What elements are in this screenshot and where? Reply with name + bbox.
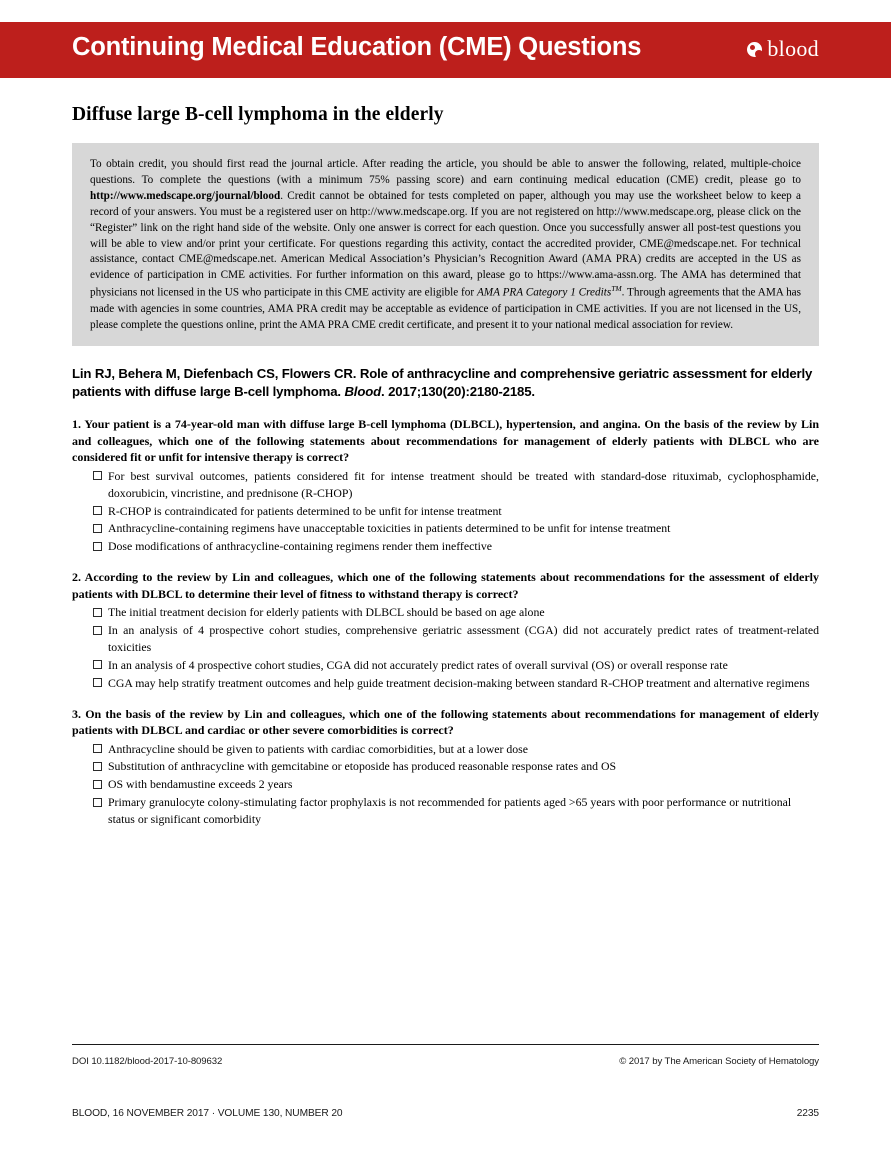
question-block-2: [72, 569, 819, 691]
instructions-text-part2: . Credit cannot be obtained for tests completed on paper, although you may use the worksheet below to keep a record of your answers. You must be a registered user on http://www.medscape.org. If you are not registered on http://www.medscape.org, please click on the “Register” link on the right hand side of the website. Only one answer is correct for each question. Once you successfully answer all post-test questions you will be able to view and/or print your certificate. For questions regarding this activity, contact the accredited provider, CME@medscape.net. For technical assistance, contact CME@medscape.net. American Medical Association’s Physician’s Recognition Award (AMA PRA) credits are accepted in the US as evidence of participation in CME activities. For further information on this award, please go to https://www.ama-assn.org. The AMA has determined that physicians not licensed in the US who participate in this CME activity are eligible for: [90, 189, 801, 299]
option-label: Primary granulocyte colony-stimulating factor prophylaxis is not recommended for patients aged >65 years with poor performance or nutritional status or significant comorbidity: [108, 795, 792, 827]
option-item[interactable]: [72, 741, 819, 758]
citation-authors-title: Lin RJ, Behera M, Diefenbach CS, Flowers CR. Role of anthracycline and comprehensive geriatric assessment for elderly patients with diffuse large B-cell lymphoma.: [72, 365, 813, 400]
citation-journal-name: Blood: [344, 384, 382, 400]
option-label: R-CHOP is contraindicated for patients determined to be unfit for intense treatment: [108, 503, 502, 518]
option-label: Substitution of anthracycline with gemcitabine or etoposide has produced reasonable response rates and OS: [108, 759, 617, 774]
question-block-3: [72, 706, 819, 828]
page-content: [72, 104, 819, 828]
checkbox-icon[interactable]: [93, 626, 102, 635]
option-label: Anthracycline should be given to patients with cardiac comorbidities, but at a lower dose: [108, 741, 528, 756]
option-label: OS with bendamustine exceeds 2 years: [108, 777, 293, 792]
blood-drop-circle-icon: [747, 42, 762, 57]
footer-journal-line: [72, 1108, 819, 1119]
article-title: Diffuse large B-cell lymphoma in the elderly: [72, 104, 444, 125]
citation-locator: . 2017;130(20):2180-2185.: [381, 384, 535, 400]
instructions-text-part3: . Through agreements that the AMA has made with agencies in some countries, AMA PRA credit may be acceptable as evidence of participation in CME activities. If you are not licensed in the US, please complete the questions online, print the AMA PRA CME credit certificate, and present it to your national medical association for review.: [90, 286, 801, 331]
doi-text: DOI 10.1182/blood-2017-10-809632: [72, 1056, 223, 1067]
option-item[interactable]: [72, 520, 819, 537]
page-header-banner: [0, 22, 891, 78]
option-item[interactable]: [72, 657, 819, 674]
article-citation: [72, 365, 819, 402]
brand-wordmark: blood: [767, 36, 819, 61]
option-label: For best survival outcomes, patients considered fit for intense treatment should be treated with standard-dose rituximab, cyclophosphamide, doxorubicin, vincristine, and prednisone (R-CHOP): [108, 468, 819, 500]
cme-instructions-box: [72, 143, 819, 346]
option-list-1: [72, 468, 819, 555]
footer-metadata: [72, 1056, 819, 1067]
medscape-url-link[interactable]: http://www.medscape.org/journal/blood: [90, 189, 281, 202]
option-list-3: [72, 741, 819, 828]
page-number: 2235: [796, 1108, 819, 1119]
question-block-1: [72, 416, 819, 555]
copyright-text: © 2017 by The American Society of Hematology: [619, 1056, 819, 1067]
option-label: Anthracycline-containing regimens have unacceptable toxicities in patients determined to be unfit for intense treatment: [108, 521, 671, 536]
page-title: Continuing Medical Education (CME) Questions: [72, 33, 642, 61]
checkbox-icon[interactable]: [93, 524, 102, 533]
checkbox-icon[interactable]: [93, 798, 102, 807]
option-item[interactable]: [72, 468, 819, 502]
checkbox-icon[interactable]: [93, 780, 102, 789]
blood-journal-logo: [747, 38, 819, 60]
option-label: In an analysis of 4 prospective cohort studies, CGA did not accurately predict rates of overall survival (OS) or overall response rate: [108, 657, 728, 672]
checkbox-icon[interactable]: [93, 608, 102, 617]
option-item[interactable]: [72, 758, 819, 775]
checkbox-icon[interactable]: [93, 678, 102, 687]
ama-credit-label: AMA PRA Category 1 Credits: [476, 286, 612, 299]
option-item[interactable]: [72, 604, 819, 621]
checkbox-icon[interactable]: [93, 471, 102, 480]
question-stem-2: 2. According to the review by Lin and colleagues, which one of the following statements about recommendations for the assessment of elderly patients with DLBCL to determine their level of fitness to withstand therapy is correct?: [72, 570, 819, 601]
checkbox-icon[interactable]: [93, 542, 102, 551]
option-label: CGA may help stratify treatment outcomes and help guide treatment decision-making between standard R-CHOP treatment and alternative regimens: [108, 675, 810, 690]
checkbox-icon[interactable]: [93, 506, 102, 515]
option-label: Dose modifications of anthracycline-containing regimens render them ineffective: [108, 539, 493, 554]
option-item[interactable]: [72, 538, 819, 555]
journal-issue-text: BLOOD, 16 NOVEMBER 2017 · VOLUME 130, NUMBER 20: [72, 1108, 343, 1119]
question-stem-1: 1. Your patient is a 74-year-old man with diffuse large B-cell lymphoma (DLBCL), hypertension, and angina. On the basis of the review by Lin and colleagues, which one of the following statements about recommendations for management of elderly patients with DLBCL who are considered fit or unfit for intensive therapy is correct?: [72, 417, 819, 465]
checkbox-icon[interactable]: [93, 744, 102, 753]
option-item[interactable]: [72, 675, 819, 692]
option-item[interactable]: [72, 794, 819, 828]
option-list-2: [72, 604, 819, 691]
option-item[interactable]: [72, 776, 819, 793]
checkbox-icon[interactable]: [93, 660, 102, 669]
instructions-text-part1: To obtain credit, you should first read the journal article. After reading the article, you should be able to answer the following, related, multiple-choice questions. To complete the questions (with a minimum 75% passing score) and earn continuing medical education (CME) credit, please go to: [90, 158, 801, 186]
trademark-superscript: TM: [611, 284, 622, 294]
option-item[interactable]: [72, 503, 819, 520]
checkbox-icon[interactable]: [93, 762, 102, 771]
option-label: The initial treatment decision for elderly patients with DLBCL should be based on age alone: [108, 605, 545, 620]
question-stem-3: 3. On the basis of the review by Lin and colleagues, which one of the following statements about recommendations for management of elderly patients with DLBCL and cardiac or other severe comorbidities is correct?: [72, 706, 819, 738]
option-item[interactable]: [72, 622, 819, 656]
footer-divider: [72, 1044, 819, 1045]
option-label: In an analysis of 4 prospective cohort studies, comprehensive geriatric assessment (CGA) did not accurately predict rates of treatment-related toxicities: [108, 623, 819, 654]
